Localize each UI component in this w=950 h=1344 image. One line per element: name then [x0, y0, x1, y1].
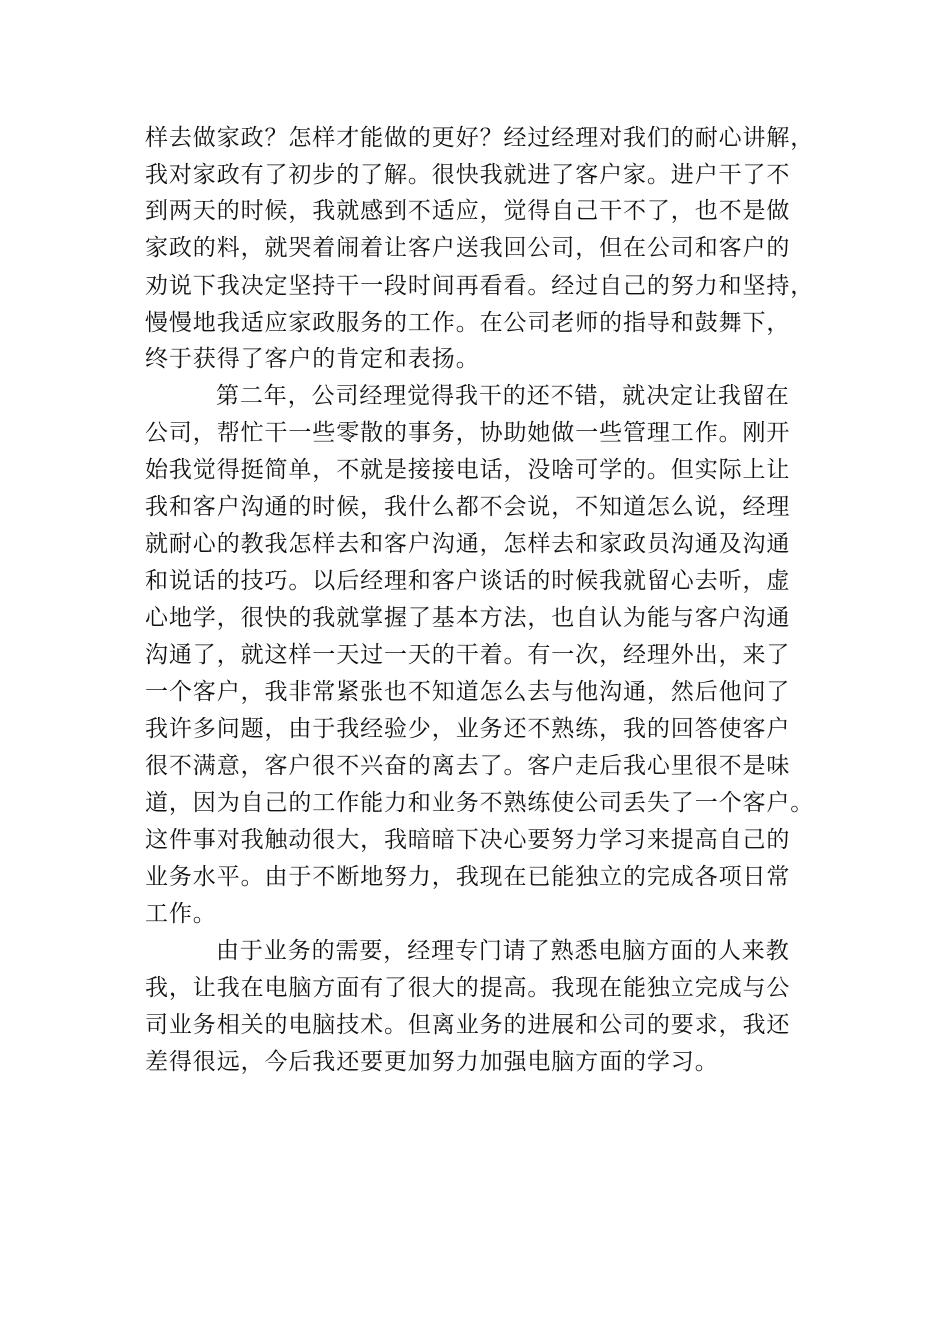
- text-line: [0, 969, 950, 1007]
- text-line-content: 我和客户沟通的时候，我什么都不会说，不知道怎么说，经理: [145, 494, 791, 520]
- text-line: [0, 747, 950, 785]
- text-line-content: 公司，帮忙干一些零散的事务，协助她做一些管理工作。刚开: [145, 420, 791, 446]
- text-line: [0, 1006, 950, 1044]
- text-line-content: 我许多问题，由于我经验少，业务还不熟练，我的回答使客户: [145, 716, 791, 742]
- text-line-content: 这件事对我触动很大，我暗暗下决心要努力学习来提高自己的: [145, 827, 791, 853]
- text-line-content: 和说话的技巧。以后经理和客户谈话的时候我就留心去听，虚: [145, 568, 791, 594]
- paragraph-start-line: [0, 932, 950, 970]
- text-line: [0, 562, 950, 600]
- text-line: [0, 821, 950, 859]
- text-line-content: 很不满意，客户很不兴奋的离去了。客户走后我心里很不是味: [145, 753, 791, 779]
- text-line: [0, 414, 950, 452]
- text-line: [0, 229, 950, 267]
- text-line: [0, 156, 950, 194]
- text-line: [0, 636, 950, 674]
- text-line: [0, 784, 950, 822]
- text-line-content: 一个客户，我非常紧张也不知道怎么去与他沟通，然后他问了: [145, 679, 791, 705]
- text-line: [0, 895, 950, 933]
- text-line: [0, 599, 950, 637]
- text-line-content: 劝说下我决定坚持干一段时间再看看。经过自己的努力和坚持，: [145, 273, 815, 299]
- text-line-content: 慢慢地我适应家政服务的工作。在公司老师的指导和鼓舞下，: [145, 310, 791, 336]
- text-line-content: 第二年，公司经理觉得我干的还不错，就决定让我留在: [216, 383, 790, 409]
- text-line-content: 家政的料，就哭着闹着让客户送我回公司，但在公司和客户的: [145, 235, 791, 261]
- text-line-content: 差得很远，今后我还要更加努力加强电脑方面的学习。: [145, 1049, 719, 1075]
- text-line-content: 样去做家政？怎样才能做的更好？经过经理对我们的耐心讲解，: [145, 125, 815, 151]
- text-line: [0, 525, 950, 563]
- text-line-content: 始我觉得挺简单，不就是接接电话，没啥可学的。但实际上让: [145, 457, 791, 483]
- text-line-content: 终于获得了客户的肯定和表扬。: [145, 346, 480, 372]
- text-line-content: 业务水平。由于不断地努力，我现在已能独立的完成各项日常: [145, 864, 791, 890]
- text-line-content: 我对家政有了初步的了解。很快我就进了客户家。进户干了不: [145, 162, 791, 188]
- text-line: [0, 1043, 950, 1081]
- text-line-content: 我，让我在电脑方面有了很大的提高。我现在能独立完成与公: [145, 975, 791, 1001]
- text-line-content: 就耐心的教我怎样去和客户沟通，怎样去和家政员沟通及沟通: [145, 531, 791, 557]
- text-line-content: 道，因为自己的工作能力和业务不熟练使公司丢失了一个客户。: [145, 790, 815, 816]
- text-line-content: 工作。: [145, 901, 217, 927]
- text-line-content: 到两天的时候，我就感到不适应，觉得自己干不了，也不是做: [145, 198, 791, 224]
- text-line: [0, 488, 950, 526]
- text-line-content: 沟通了，就这样一天过一天的干着。有一次，经理外出，来了: [145, 642, 791, 668]
- text-line: [0, 267, 950, 305]
- text-line-content: 司业务相关的电脑技术。但离业务的进展和公司的要求，我还: [145, 1012, 791, 1038]
- text-line: [0, 673, 950, 711]
- text-line: [0, 119, 950, 157]
- text-line: [0, 451, 950, 489]
- text-line: [0, 192, 950, 230]
- text-line: [0, 710, 950, 748]
- text-line: [0, 340, 950, 378]
- paragraph-start-line: [0, 377, 950, 415]
- text-line: [0, 858, 950, 896]
- text-line-content: 心地学，很快的我就掌握了基本方法，也自认为能与客户沟通: [145, 605, 791, 631]
- text-line-content: 由于业务的需要，经理专门请了熟悉电脑方面的人来教: [216, 938, 790, 964]
- text-line: [0, 304, 950, 342]
